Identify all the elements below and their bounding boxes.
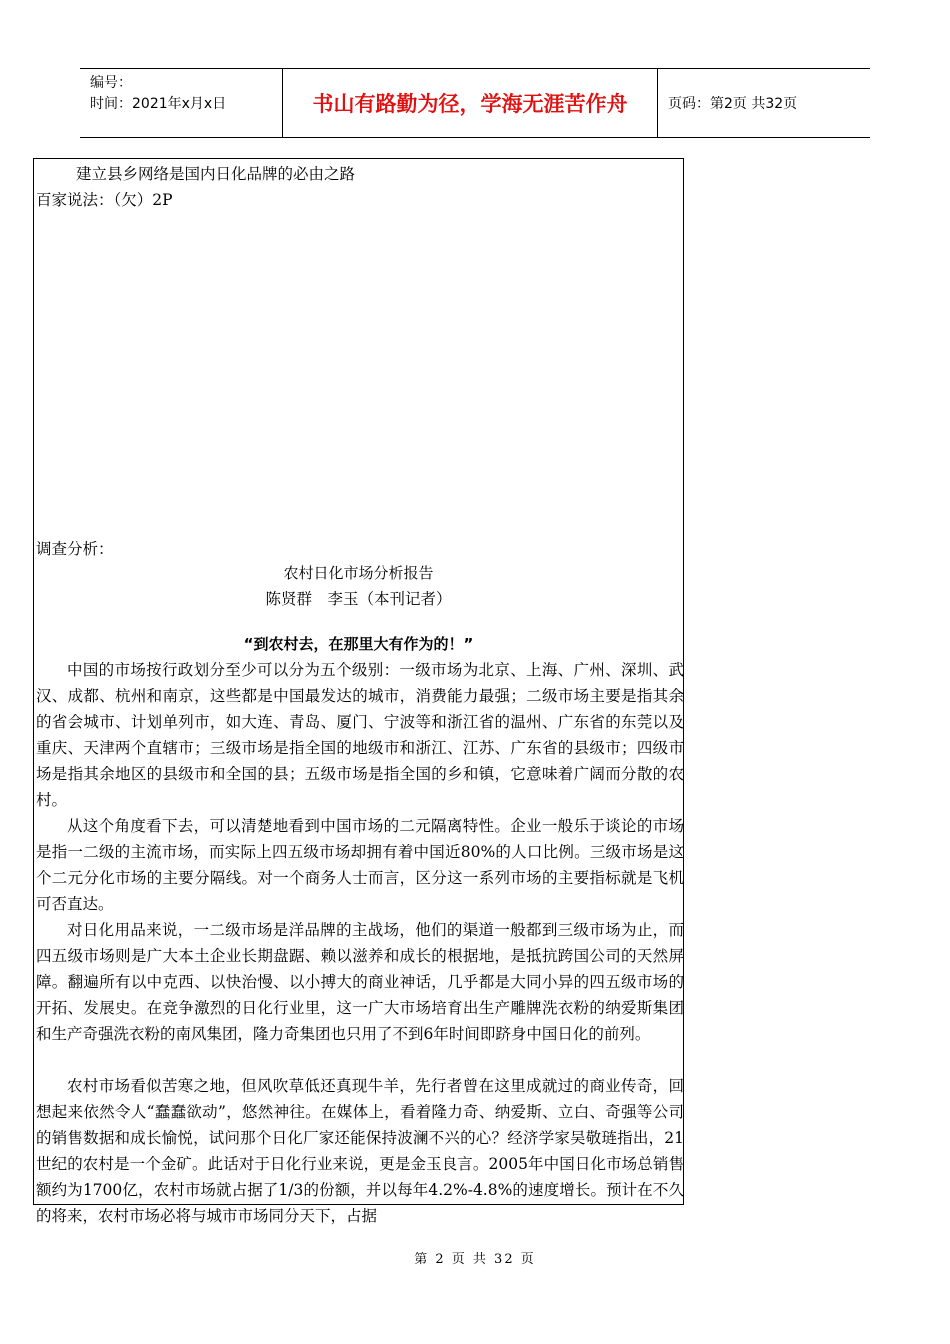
header-motto: 书山有路勤为径，学海无涯苦作舟 <box>282 69 658 137</box>
title-line: 建立县乡网络是国内日化品牌的必由之路 <box>76 165 356 183</box>
page-footer: 第 2 页 共 32 页 <box>414 1252 536 1267</box>
header-page-label: 页码：第2页 共32页 <box>668 96 798 112</box>
paragraph-4: 农村市场看似苦寒之地，但风吹草低还真现牛羊，先行者曾在这里成就过的商业传奇，回想起来依然令人“蠢蠢欲动”，悠然神往。在媒体上，看着隆力奇、纳爱斯、立白、奇强等公司的销售数据和成长愉悦，试问那个日化厂家还能保持波澜不兴的心？经济学家吴敬琏指出，21世纪的农村是一个金矿。此话对于日化行业来说，更是金玉良言。2005年中国日化市场总销售额约为1700亿，农村市场就占据了1/3的份额，并以每年4.2%-4.8%的速度增长。预计在不久的将来，农村市场必将与城市市场同分天下，占据 <box>36 1077 684 1225</box>
content-box <box>33 158 684 1225</box>
survey-label: 调查分析： <box>36 540 114 558</box>
report-subtitle: “到农村去，在那里大有作为的！” <box>243 635 474 653</box>
number-label: 编号： <box>90 75 132 91</box>
opinions-label: 百家说法：（欠）2P <box>36 191 173 209</box>
time-label: 时间：2021年x月x日 <box>90 96 227 112</box>
header-meta <box>80 69 282 137</box>
paragraph-1: 中国的市场按行政划分至少可以分为五个级别：一级市场为北京、上海、广州、深圳、武汉、成都、杭州和南京，这些都是中国最发达的城市，消费能力最强；二级市场主要是指其余的省会城市、计划单列市，如大连、青岛、厦门、宁波等和浙江省的温州、广东省的东莞以及重庆、天津两个直辖市；三级市场是指全国的地级市和浙江、江苏、广东省的县级市；四级市场是指其余地区的县级市和全国的县；五级市场是指全国的乡和镇，它意味着广阔而分散的农村。 <box>36 661 684 809</box>
report-authors: 陈贤群 李玉（本刊记者） <box>265 590 452 608</box>
page-header <box>80 68 870 138</box>
paragraph-2: 从这个角度看下去，可以清楚地看到中国市场的二元隔离特性。企业一般乐于谈论的市场是指一二级的主流市场，而实际上四五级市场却拥有着中国近80%的人口比例。三级市场是这个二元分化市场的主要分隔线。对一个商务人士而言，区分这一系列市场的主要指标就是飞机可否直达。 <box>36 817 684 913</box>
report-title: 农村日化市场分析报告 <box>283 564 434 582</box>
paragraph-3: 对日化用品来说，一二级市场是洋品牌的主战场，他们的渠道一般都到三级市场为止，而四五级市场则是广大本土企业长期盘踞、赖以滋养和成长的根据地，是抵抗跨国公司的天然屏障。翻遍所有以中克西、以快治慢、以小搏大的商业神话，几乎都是大同小异的四五级市场的开拓、发展史。在竞争激烈的日化行业里，这一广大市场培育出生产雕牌洗衣粉的纳爱斯集团和生产奇强洗衣粉的南风集团，隆力奇集团也只用了不到6年时间即跻身中国日化的前列。 <box>36 921 684 1043</box>
